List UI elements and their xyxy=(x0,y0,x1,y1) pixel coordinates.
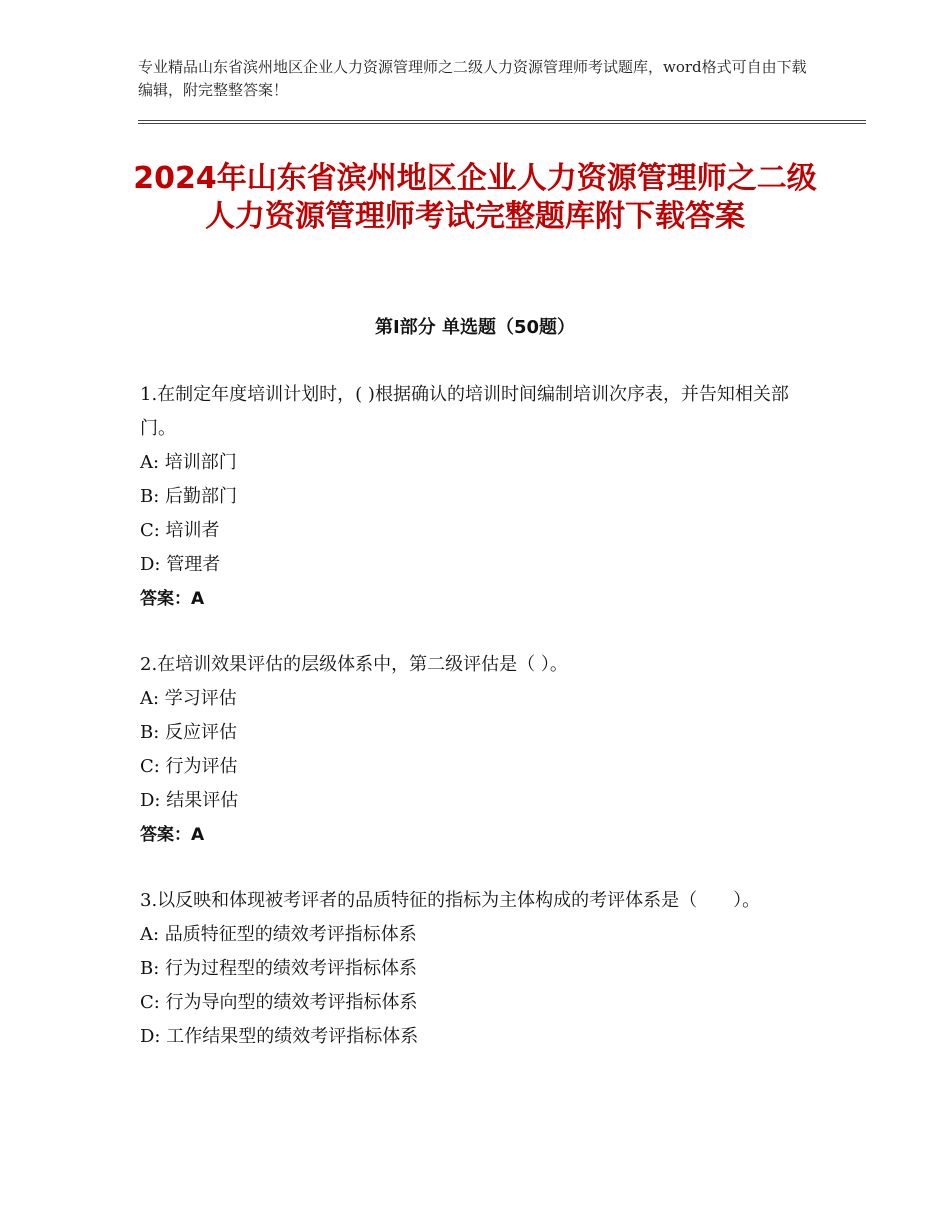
option-a: A: 学习评估 xyxy=(140,688,237,709)
option-a: A: 品质特征型的绩效考评指标体系 xyxy=(140,924,417,945)
question-2 xyxy=(140,648,810,852)
option-b: B: 后勤部门 xyxy=(140,486,238,507)
option-a: A: 培训部门 xyxy=(140,452,237,473)
option-c: C: 行为评估 xyxy=(140,756,238,777)
section-title: 第Ⅰ部分 单选题（50题） xyxy=(374,317,575,338)
option-d: D: 结果评估 xyxy=(140,790,239,811)
question-3 xyxy=(140,884,810,1054)
question-stem: 3.以反映和体现被考评者的品质特征的指标为主体构成的考评体系是（ ）。 xyxy=(140,890,761,911)
question-1 xyxy=(140,378,810,616)
header-note: 专业精品山东省滨州地区企业人力资源管理师之二级人力资源管理师考试题库，word格式可自由下载编辑，附完整整答案！ xyxy=(138,58,807,99)
option-c: C: 行为导向型的绩效考评指标体系 xyxy=(140,992,418,1013)
option-d: D: 管理者 xyxy=(140,554,221,575)
header-divider-bottom xyxy=(138,123,866,124)
option-b: B: 反应评估 xyxy=(140,722,238,743)
question-stem: 2.在培训效果评估的层级体系中，第二级评估是（ ）。 xyxy=(140,654,568,675)
answer-line: 答案：A xyxy=(140,825,205,845)
header-divider-top xyxy=(138,120,866,121)
option-b: B: 行为过程型的绩效考评指标体系 xyxy=(140,958,418,979)
answer-line: 答案：A xyxy=(140,589,205,609)
question-stem: 1.在制定年度培训计划时，( )根据确认的培训时间编制培训次序表，并告知相关部门。 xyxy=(140,384,789,439)
question-list xyxy=(140,378,810,1086)
option-d: D: 工作结果型的绩效考评指标体系 xyxy=(140,1026,419,1047)
document-title: 2024年山东省滨州地区企业人力资源管理师之二级人力资源管理师考试完整题库附下载答案 xyxy=(133,161,817,234)
option-c: C: 培训者 xyxy=(140,520,220,541)
